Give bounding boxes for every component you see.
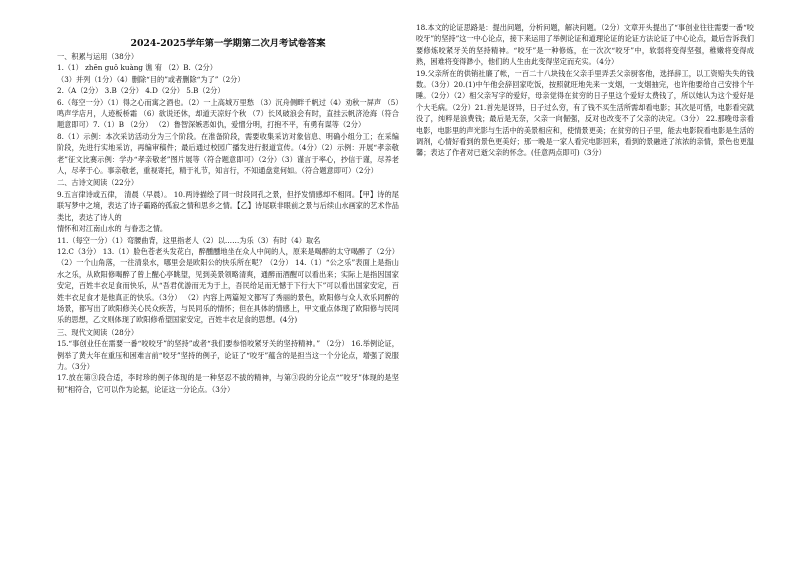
answer-paragraph: 19.父亲所在的供销社廉了帐，一百二十八块钱在父亲手里弄丢父亲厨客他，选择辞工，以工资赔失失的钱数。（3分）20.(1)中午他会辞回家吃饭，按照就旺地先来一支烟，一支烟抽完，也许他要给自己安排个午睡。（2分）（2）相父亲写字的爱好，母亲觉得在贫穷的日子里这个爱好太费钱了，所以她认为这个爱好是个大毛病。（2分）21.首先是讶异，日子过么穷，有了钱不买生活所需却看电影；其次是可惜，电影看完就没了，纯粹是浪费钱；最后是无奈，父亲一向倔强，反对也改变不了父亲的决定。（3分） 22.那晚母亲看电影，电影里的声光影与生活中的美景相应和，使情景更美；在贫穷的日子里，能去电影院看电影是生活的调剂，心情好看到的景色更美好；那一晚是一家人看完电影回来，看到的景融进了浓浓的亲情，景色也更温馨；表达了作者对已逝父亲的怀念。(任意两点即可)（3分） [416,68,754,158]
section-heading: 二、古诗文阅读（22分） [57,178,139,188]
section-heading: 三、现代文阅读（28分） [57,327,139,337]
answer-paragraph: 情怀和对江南山水的 与眷恋之情。 [57,224,168,234]
right-column [416,0,754,561]
answer-paragraph: 11.（每空一分）（1）弯腰曲背，这里指老人（2）以……为乐（3）有时（4）取名 [57,235,321,245]
answer-paragraph: 6.（每空一分）（1）得之心而寓之酒也。（2）一上高城万里愁 （3）沉舟侧畔千帆过（4）劝秋一屏声 （5）鸣声学店月，人迹板桥霜 （6）欲说还休，却道天凉好个秋 （7）长风破浪会有时，直挂云帆济沧海（符合题意即可）7.（1）B （2分） （2）鲁智深嫉恶如仇，爱憎分明，打抱不平，有勇有谋等（2分） [57,97,399,130]
left-column [57,0,399,561]
answer-paragraph: 12.C（3分） 13.（1）脸色苍老头发花白，醉醺醺地坐在众人中间的人，原来是喝醉的太守喝醉了（2分）（2）一个山角落，一往清泉水，哪里会是欧阳公的快乐所在呢？（2分） 14.（1）“公之乐”表面上是指山水之乐，从欧阳修喝醉了曾上醒心亭眺望，见到美景领略清爽，通醉而酒醒可以看出来；实际上是指因国家安定，百姓丰衣足食而快乐，从“吾君优游而无为于上，吾民给足而无憾于下行大下”可以看出国家安定，百姓丰衣足食才是他真正的快乐。（3分） （2）内容上两篇短文都写了秀丽的景色，欧阳修与众人欢乐同醉的场景，都写出了欧阳修关心民众疾苦，与民同乐的情怀；但在具体的情感上，甲文重点体现了欧阳修与民同乐的思想，乙文则体现了欧阳修希望国家安定，百姓丰衣足食的思想。(4分) [57,246,399,325]
answer-paragraph: 15.“事创业任在需要一番“咬咬牙”的坚持”或者“我们要参悟咬紧牙关的坚持精神。” （2分） 16.举例论证，例举了黄大年在重压和困难言前“咬牙”坚持的例子，论证了“咬牙”蕴含的是担当这一个分论点，增强了说服力。（3分） [57,339,399,371]
answer-paragraph: 1.（1） zhēn guǒ kuàng 谯 宥 （2）B.（2分） [57,63,217,73]
answer-paragraph: 9.五言律诗或五律， 清晨（早晨）。 10.两诗描绘了同一时段同孔之景，但抒发情感却不相同。【甲】诗的尾联写梦中之境，表达了诗子霸路的孤寂之情和思乡之情。【乙】诗尾联非眼前之景与后续山水画家的艺术作品类比，表达了诗人的 [57,189,399,222]
section-heading: 一、积累与运用（38分） [57,52,139,61]
answer-paragraph: 8.（1）示例：本次采访活动分为三个阶段。在准备阶段，需要收集采访对象信息、明确小组分工；在采编阶段，先进行实地采访，再编审稿件；最后通过校园广播发进行报道宣传。（4分）（2）示例：开展“孝亲敬老”征文比赛示例：学办“孝亲敬老”图片展等（符合题意即可）（2分）（3）谨言于率心，抄信于谨，尽养老人，尽孝于心。事亲敬老，重视寄托，精于礼节，知言行，不知通盘竟何如。（符合题意即可）（2分） [57,131,399,176]
answer-paragraph: 17.放在第③段合适，李时珍的例子体现的是一种坚忍不拔的精神，与第③段的分论点“”咬牙”体现的是坚韧”相符合，它可以作为论据，论证这一分论点。（3分） [57,373,399,394]
answer-paragraph: （3）并列（1分）（4）删除“目的”或者删除“为了”（2分） [57,74,245,84]
answer-paragraph: 18.本文的论证思路是：提出问题，分析问题，解决问题。（2分）文章开头提出了“事创业往往需要一番“咬咬牙”的坚持”这一中心论点，接下来运用了举例论证和道理论证的论证方法论证了中心论点，最后告诉我们要修炼咬紧牙关的坚持精神。“咬牙”是一种修炼，在一次次“咬牙”中，软弱将变得坚强，稚嫩将变得成熟，困难将变得渺小，他们的人生由此变得坚定而充实。（4分） [416,23,754,67]
right-column-body [416,22,754,159]
answer-paragraph: 2.（A（2分） 3.B（2分） 4.D（2分） 5.B（2分） [57,86,225,96]
document-title: 2024-2025学年第一学期第二次月考试卷答案 [130,38,326,49]
left-column-body [57,51,399,395]
